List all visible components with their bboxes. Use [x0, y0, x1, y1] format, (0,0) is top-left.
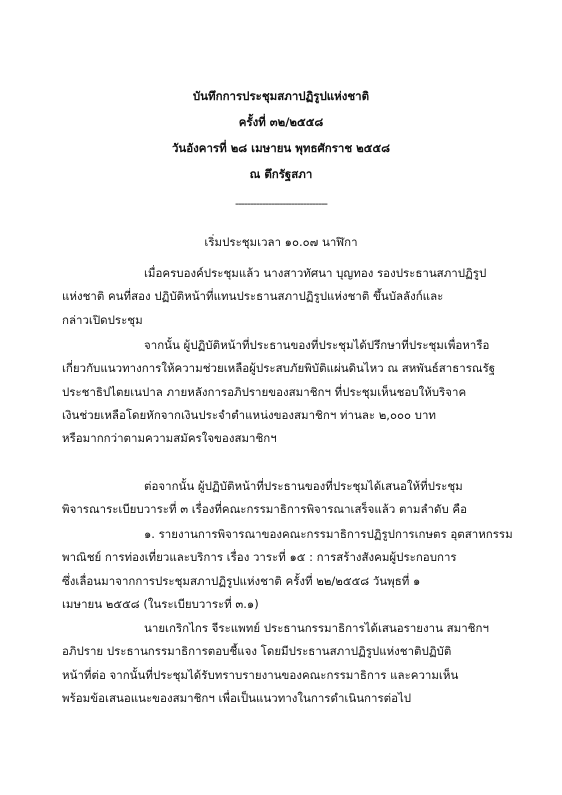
paragraph-line: หน้าที่ต่อ จากนั้นที่ประชุมได้รับทราบรายงานของคณะกรรมาธิการ และความเห็น	[62, 667, 459, 682]
paragraph-line: ๑. รายงานการพิจารณาของคณะกรรมาธิการปฏิรูปการเกษตร อุตสาหกรรม	[144, 527, 513, 541]
paragraph-line: อภิปราย ประธานกรรมาธิการตอบชี้แจง โดยมีประธานสภาปฏิรูปแห่งชาติปฏิบัติ	[62, 644, 452, 659]
header-block	[0, 83, 562, 187]
paragraph-line: เงินช่วยเหลือโดยหักจากเงินประจำตำแหน่งของสมาชิกฯ ท่านละ ๒,๐๐๐ บาท	[62, 407, 436, 422]
document-title: บันทึกการประชุมสภาปฏิรูปแห่งชาติ	[192, 89, 370, 103]
paragraph-line: เกี่ยวกับแนวทางการให้ความช่วยเหลือผู้ประสบภัยพิบัติแผ่นดินไหว ณ สหพันธ์สาธารณรัฐ	[62, 361, 496, 376]
session-number: ครั้งที่ ๓๒/๒๕๕๘	[238, 115, 324, 129]
paragraph-donation	[62, 334, 514, 450]
paragraph-line: เมษายน ๒๕๕๘ (ในระเบียบวาระที่ ๓.๑)	[62, 596, 259, 611]
meeting-place: ณ ตึกรัฐสภา	[249, 167, 313, 181]
start-time: เริ่มประชุมเวลา ๑๐.๐๗ นาฬิกา	[204, 235, 358, 249]
paragraph-line: พิจารณาระเบียบวาระที่ ๓ เรื่องที่คณะกรรมาธิการพิจารณาเสร็จแล้ว ตามลำดับ คือ	[62, 502, 467, 517]
paragraph-line: พร้อมข้อเสนอแนะของสมาชิกฯ เพื่อเป็นแนวทางในการดำเนินการต่อไป	[62, 690, 412, 705]
meeting-date: วันอังคารที่ ๒๘ เมษายน พุทธศักราช ๒๕๕๘	[171, 141, 391, 155]
paragraph-agenda	[62, 475, 514, 522]
paragraph-line: จากนั้น ผู้ปฏิบัติหน้าที่ประธานของที่ประชุมได้ปรึกษาที่ประชุมเพื่อหารือ	[144, 338, 490, 352]
paragraph-line: ประชาธิปไตยเนปาล ภายหลังการอภิปรายของสมาชิกฯ ที่ประชุมเห็นชอบให้บริจาค	[62, 384, 467, 399]
paragraph-line: นายเกริกไกร จีระแพทย์ ประธานกรรมาธิการได้เสนอรายงาน สมาชิกฯ	[144, 621, 489, 635]
paragraph-line: กล่าวเปิดประชุม	[62, 312, 143, 327]
paragraph-line: พาณิชย์ การท่องเที่ยวและบริการ เรื่อง วาระที่ ๑๕ : การสร้างสังคมผู้ประกอบการ	[62, 550, 457, 565]
agenda-item-1	[62, 523, 514, 616]
paragraph-opening	[62, 262, 514, 332]
paragraph-line: แห่งชาติ คนที่สอง ปฏิบัติหน้าที่แทนประธานสภาปฏิรูปแห่งชาติ ขึ้นบัลลังก์และ	[62, 289, 444, 304]
paragraph-line: เมื่อครบองค์ประชุมแล้ว นางสาวทัศนา บุญทอง รองประธานสภาปฏิรูป	[144, 266, 487, 280]
paragraph-line: ซึ่งเลื่อนมาจากการประชุมสภาปฏิรูปแห่งชาติ ครั้งที่ ๒๒/๒๕๕๘ วันพุธที่ ๑	[62, 573, 421, 588]
divider-line: -------------------------------	[234, 197, 328, 210]
paragraph-line: ต่อจากนั้น ผู้ปฏิบัติหน้าที่ประธานของที่ประชุมได้เสนอให้ที่ประชุม	[144, 479, 463, 493]
paragraph-committee-report	[62, 617, 514, 710]
paragraph-line: หรือมากกว่าตามความสมัครใจของสมาชิกฯ	[62, 431, 277, 446]
